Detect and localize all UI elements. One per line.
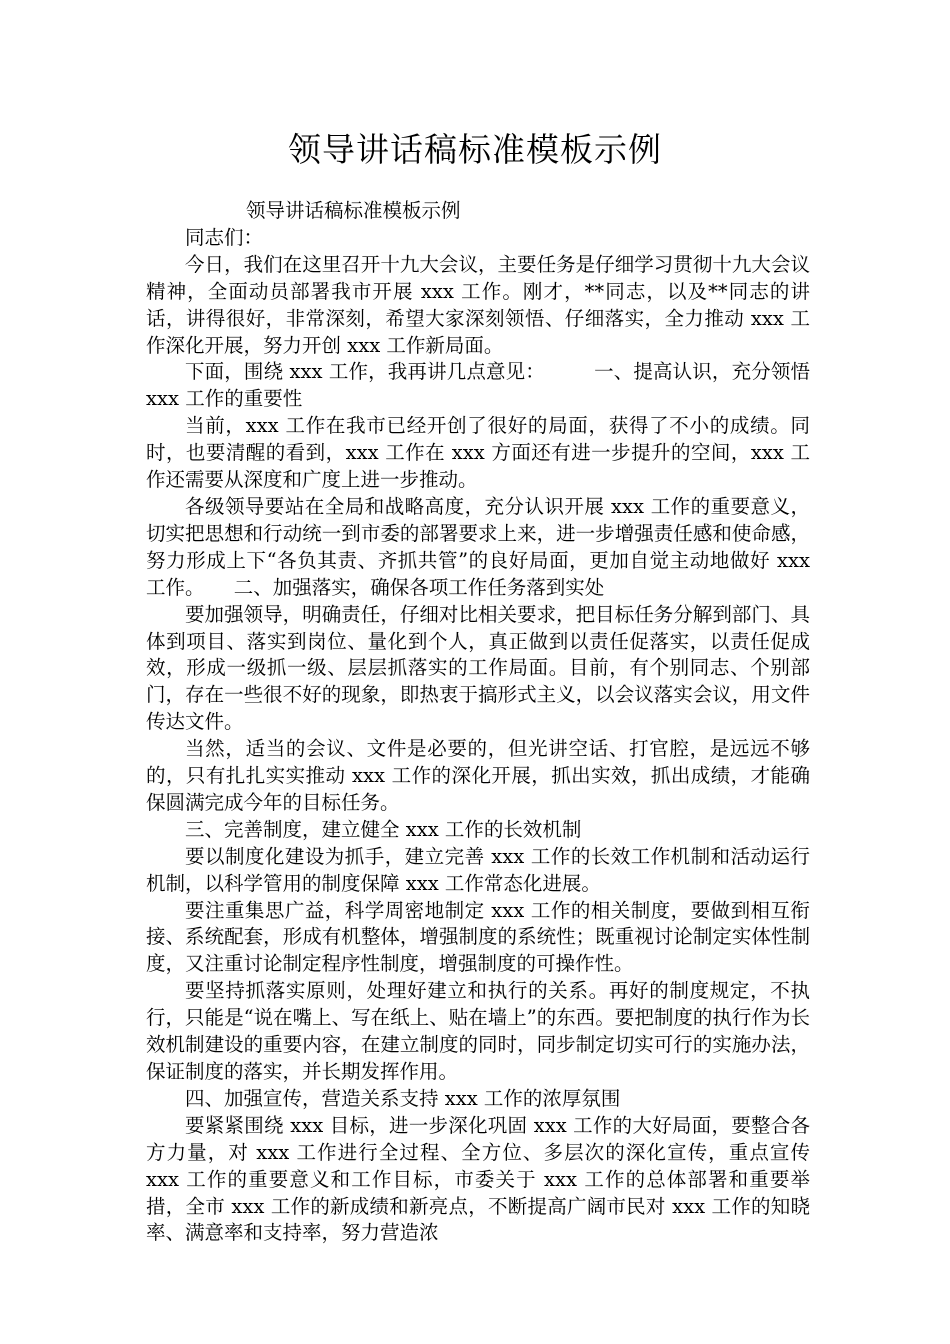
paragraph-meetings: 当然，适当的会议、文件是必要的，但光讲空话、打官腔，是远远不够的，只有扎扎实实推动 xxx 工作的深化开展，抓出实效，抓出成绩，才能确保圆满完成今年的目标任务。 (146, 737, 810, 814)
section-heading-four: 四、加强宣传，营造关系支持 xxx 工作的浓厚氛围 (185, 1086, 621, 1110)
paragraph-opening: 今日，我们在这里召开十九大会议，主要任务是仔细学习贯彻十九大会议精神，全面动员部署我市开展 xxx 工作。刚才，**同志，以及**同志的讲话，讲得很好，非常深刻，希望大家深刻领悟、仔细落实，全力推动 xxx 工作深化开展，努力开创 xxx 工作新局面。 (146, 252, 810, 357)
document-body (146, 198, 810, 1247)
paragraph-institutionalization: 要以制度化建设为抓手，建立完善 xxx 工作的长效工作机制和活动运行机制，以科学管用的制度保障 xxx 工作常态化进展。 (146, 844, 810, 895)
paragraph-publicity: 要紧紧围绕 xxx 目标，进一步深化巩固 xxx 工作的大好局面，要整合各方力量，对 xxx 工作进行全过程、全方位、多层次的深化宣传，重点宣传 xxx 工作的重要意义和工作目标，市委关于 xxx 工作的总体部署和重要举措，全市 xxx 工作的新成绩和新亮点，不断提高广阔市民对 xxx 工作的知晓率、满意率和支持率，努力营造浓 (146, 1113, 810, 1245)
paragraph-strengthen-leadership: 要加强领导，明确责任，仔细对比相关要求，把目标任务分解到部门、具体到项目、落实到岗位、量化到个人，真正做到以责任促落实，以责任促成效，形成一级抓一级、层层抓落实的工作局面。目前，有个别同志、个别部门，存在一些很不好的现象，即热衷于搞形式主义，以会议落实会议，用文件传达文件。 (146, 602, 810, 734)
paragraph-current-situation: 当前，xxx 工作在我市已经开创了很好的局面，获得了不小的成绩。同时，也要清醒的看到，xxx 工作在 xxx 方面还有进一步提升的空间，xxx 工作还需要从深度和广度上进一步推动。 (146, 414, 810, 492)
paragraph-leadership-awareness: 各级领导要站在全局和战略高度，充分认识开展 xxx 工作的重要意义，切实把思想和行动统一到市委的部署要求上来，进一步增强责任感和使命感，努力形成上下“各负其责、齐抓共管”的良好局面，更加自觉主动地做好 xxx 工作。 二、加强落实，确保各项工作任务落到实处 (146, 494, 810, 599)
document-subtitle: 领导讲话稿标准模板示例 (246, 199, 461, 222)
paragraph-collective-wisdom: 要注重集思广益，科学周密地制定 xxx 工作的相关制度，要做到相互衔接、系统配套，形成有机整体，增强制度的系统性；既重视讨论制定实体性制度，又注重讨论制定程序性制度，增强制度的可操作性。 (146, 898, 810, 976)
paragraph-section-one-heading: 下面，围绕 xxx 工作，我再讲几点意见： 一、提高认识，充分领悟 xxx 工作的重要性 (146, 360, 810, 411)
document-title: 领导讲话稿标准模板示例 (288, 130, 662, 169)
greeting: 同志们： (185, 225, 264, 249)
section-heading-three: 三、完善制度，建立健全 xxx 工作的长效机制 (185, 817, 582, 841)
paragraph-implementation: 要坚持抓落实原则，处理好建立和执行的关系。再好的制度规定，不执行，只能是“说在嘴上、写在纸上、贴在墙上”的东西。要把制度的执行作为长效机制建设的重要内容，在建立制度的同时，同步制定切实可行的实施办法，保证制度的落实，并长期发挥作用。 (146, 979, 810, 1083)
